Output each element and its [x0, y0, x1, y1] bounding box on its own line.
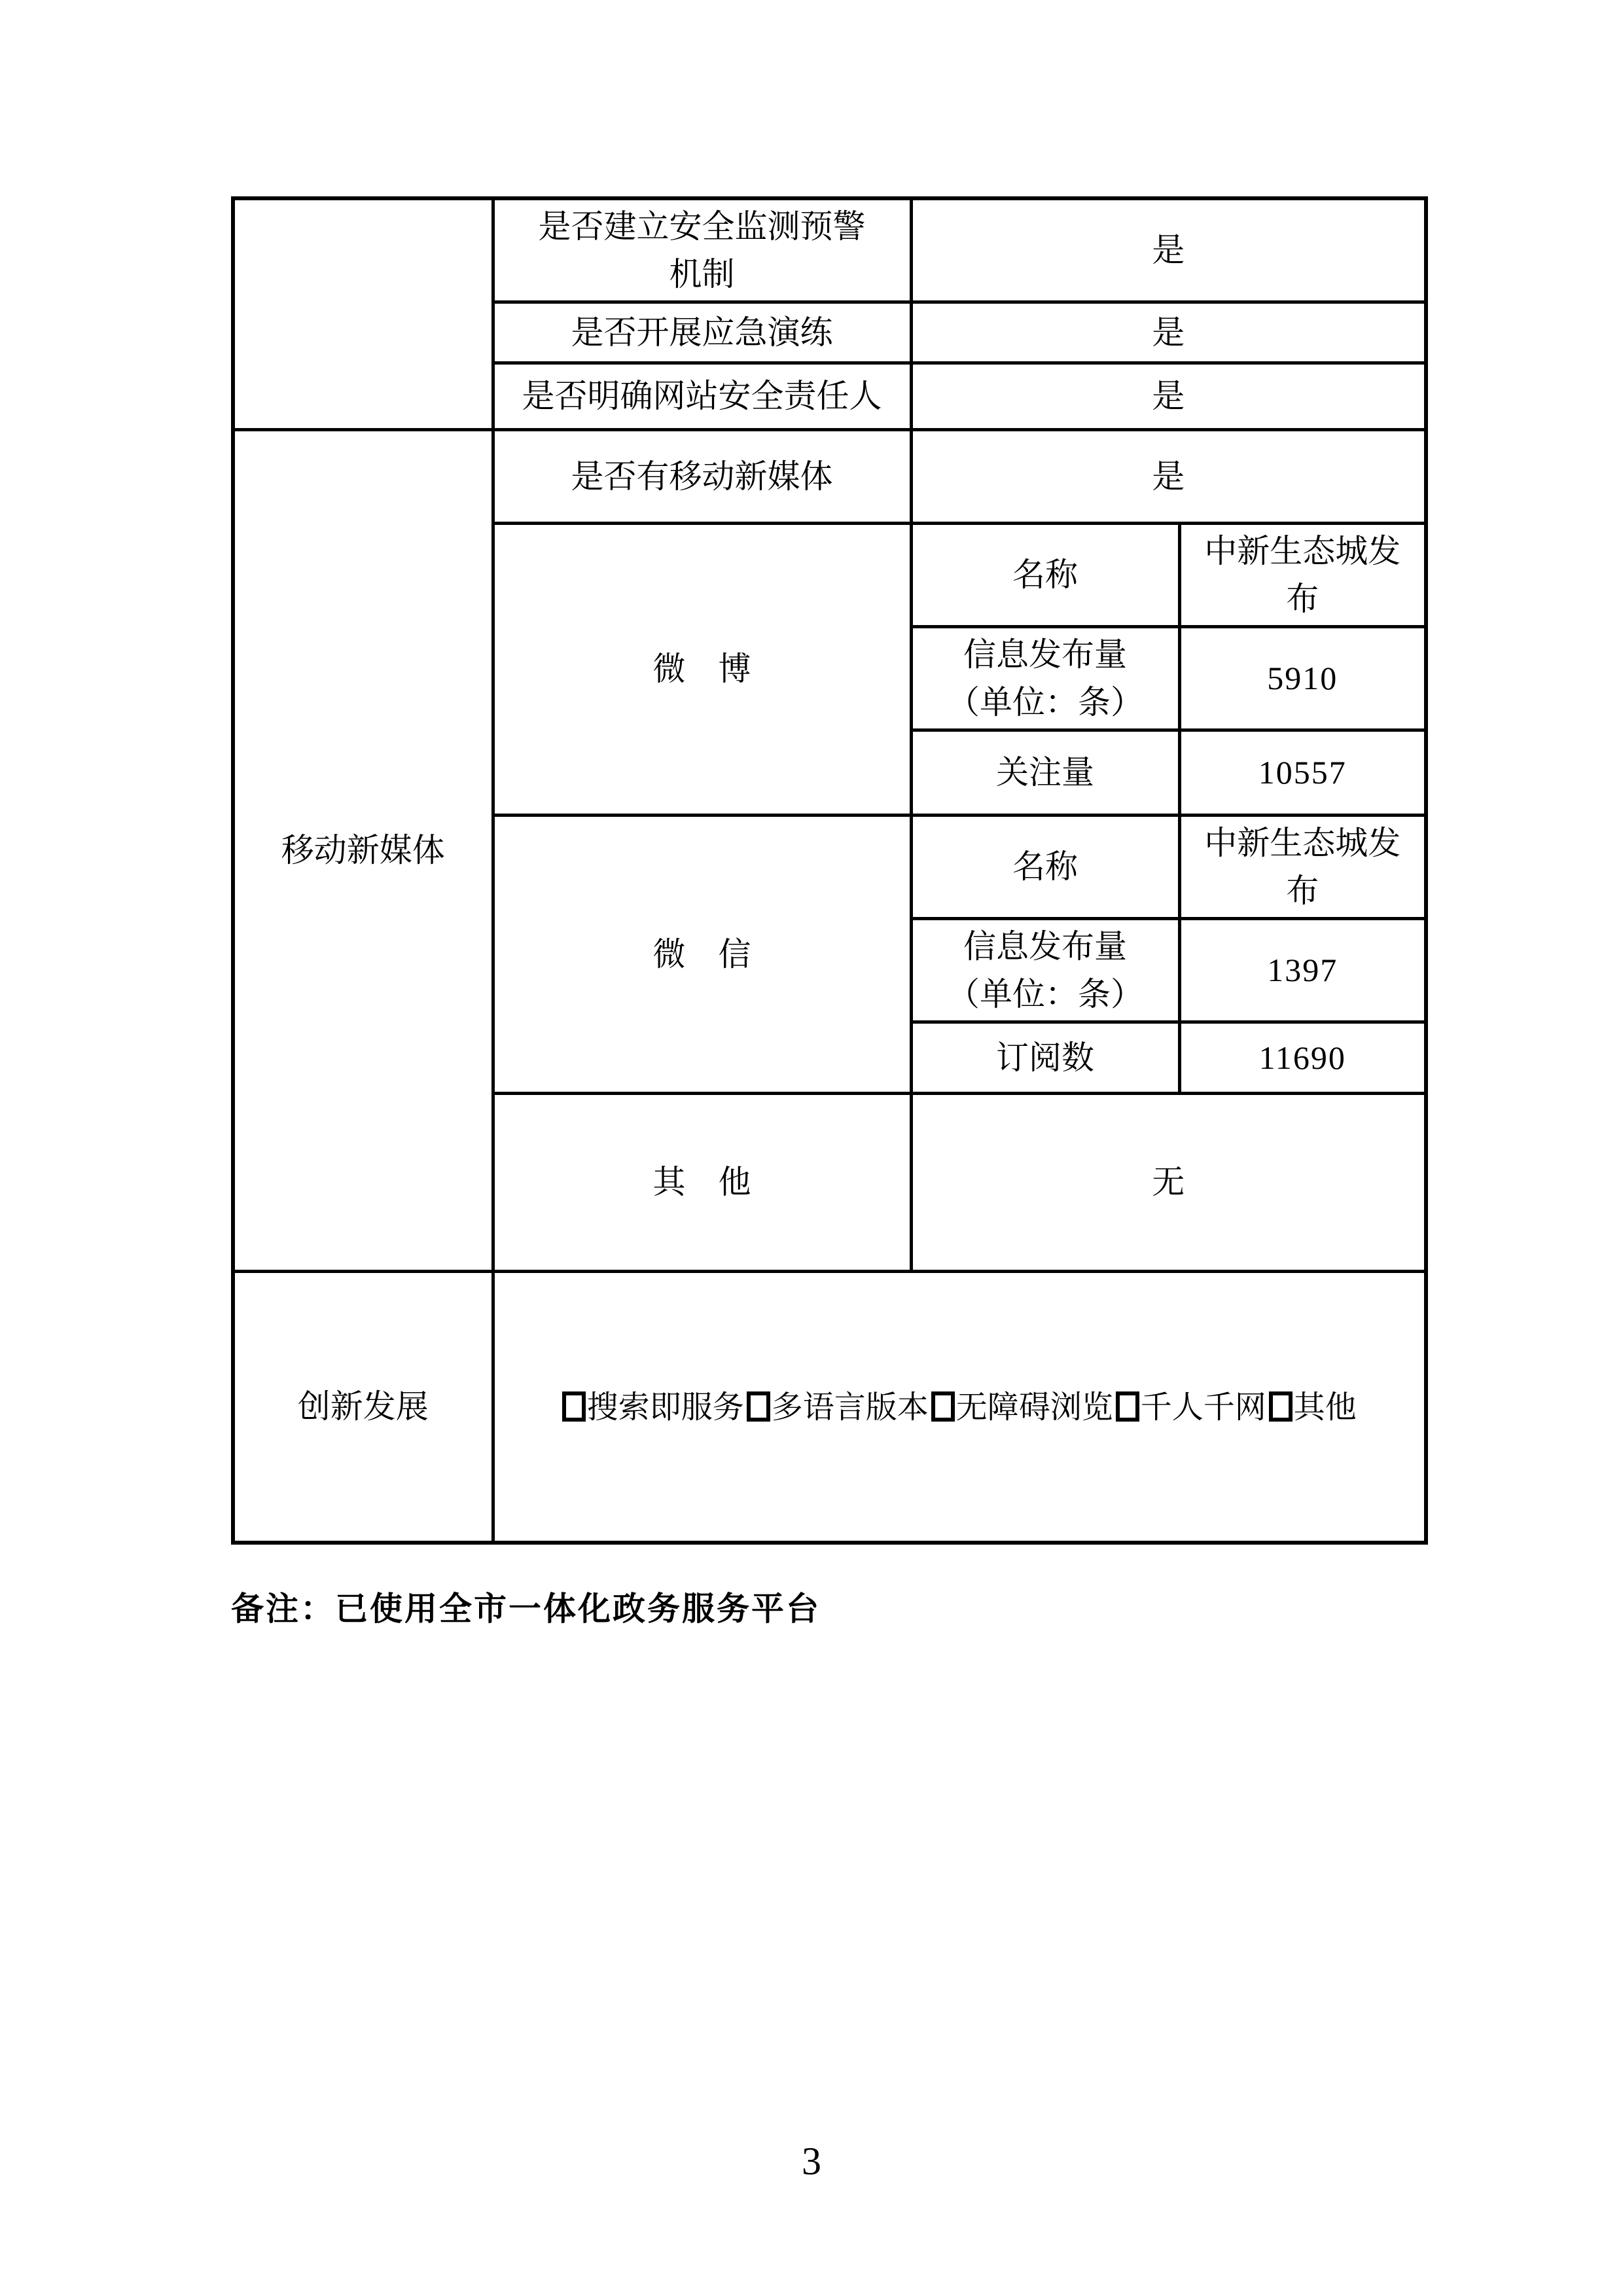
weibo-followers-value: 10557	[1179, 730, 1426, 816]
innovation-option-label: 多语言版本	[771, 1390, 929, 1425]
has-mobile-media-label: 是否有移动新媒体	[493, 430, 911, 524]
weixin-posts-value: 1397	[1179, 919, 1426, 1022]
innovation-option-label: 搜索即服务	[586, 1390, 744, 1425]
innovation-option-label: 千人千网	[1140, 1390, 1266, 1425]
innovation-options-cell	[493, 1272, 1426, 1543]
checkbox-icon	[747, 1391, 770, 1422]
checkbox-icon	[562, 1391, 586, 1422]
security-monitor-label: 是否建立安全监测预警 机制	[493, 198, 911, 302]
mobile-media-group-label: 移动新媒体	[233, 430, 493, 1272]
innovation-option-label: 无障碍浏览	[955, 1390, 1113, 1425]
page-number: 3	[802, 2140, 821, 2183]
weibo-name-value: 中新生态城发 布	[1179, 524, 1426, 627]
weixin-subscribers-value: 11690	[1179, 1022, 1426, 1094]
weibo-posts-value: 5910	[1179, 627, 1426, 730]
table-row	[233, 430, 1426, 524]
weibo-group-label: 微 博	[493, 524, 911, 816]
weibo-posts-label: 信息发布量 （单位：条）	[911, 627, 1179, 730]
innovation-option	[744, 1390, 929, 1425]
innovation-option-label: 其他	[1293, 1390, 1357, 1425]
has-mobile-media-value: 是	[911, 430, 1426, 524]
innovation-option	[929, 1390, 1113, 1425]
emergency-drill-label: 是否开展应急演练	[493, 302, 911, 363]
innovation-option	[562, 1390, 744, 1425]
weibo-name-label: 名称	[911, 524, 1179, 627]
innovation-options-line	[562, 1390, 1357, 1425]
checkbox-icon	[931, 1391, 955, 1422]
security-monitor-value: 是	[911, 198, 1426, 302]
weibo-followers-label: 关注量	[911, 730, 1179, 816]
weixin-subscribers-label: 订阅数	[911, 1022, 1179, 1094]
security-group-cell-empty	[233, 198, 493, 430]
checkbox-icon	[1116, 1391, 1139, 1422]
table-row	[233, 198, 1426, 302]
weixin-name-label: 名称	[911, 816, 1179, 919]
checkbox-icon	[1269, 1391, 1293, 1422]
innovation-option	[1113, 1390, 1266, 1425]
other-media-value: 无	[911, 1094, 1426, 1272]
security-officer-label: 是否明确网站安全责任人	[493, 363, 911, 430]
security-officer-value: 是	[911, 363, 1426, 430]
remark-note: 备注：已使用全市一体化政务服务平台	[231, 1590, 821, 1627]
emergency-drill-value: 是	[911, 302, 1426, 363]
weixin-group-label: 微 信	[493, 816, 911, 1094]
innovation-option	[1266, 1390, 1357, 1425]
report-table	[231, 196, 1428, 1545]
weixin-posts-label: 信息发布量 （单位：条）	[911, 919, 1179, 1022]
table-row	[233, 1272, 1426, 1543]
innovation-group-label: 创新发展	[233, 1272, 493, 1543]
weixin-name-value: 中新生态城发 布	[1179, 816, 1426, 919]
other-media-label: 其 他	[493, 1094, 911, 1272]
